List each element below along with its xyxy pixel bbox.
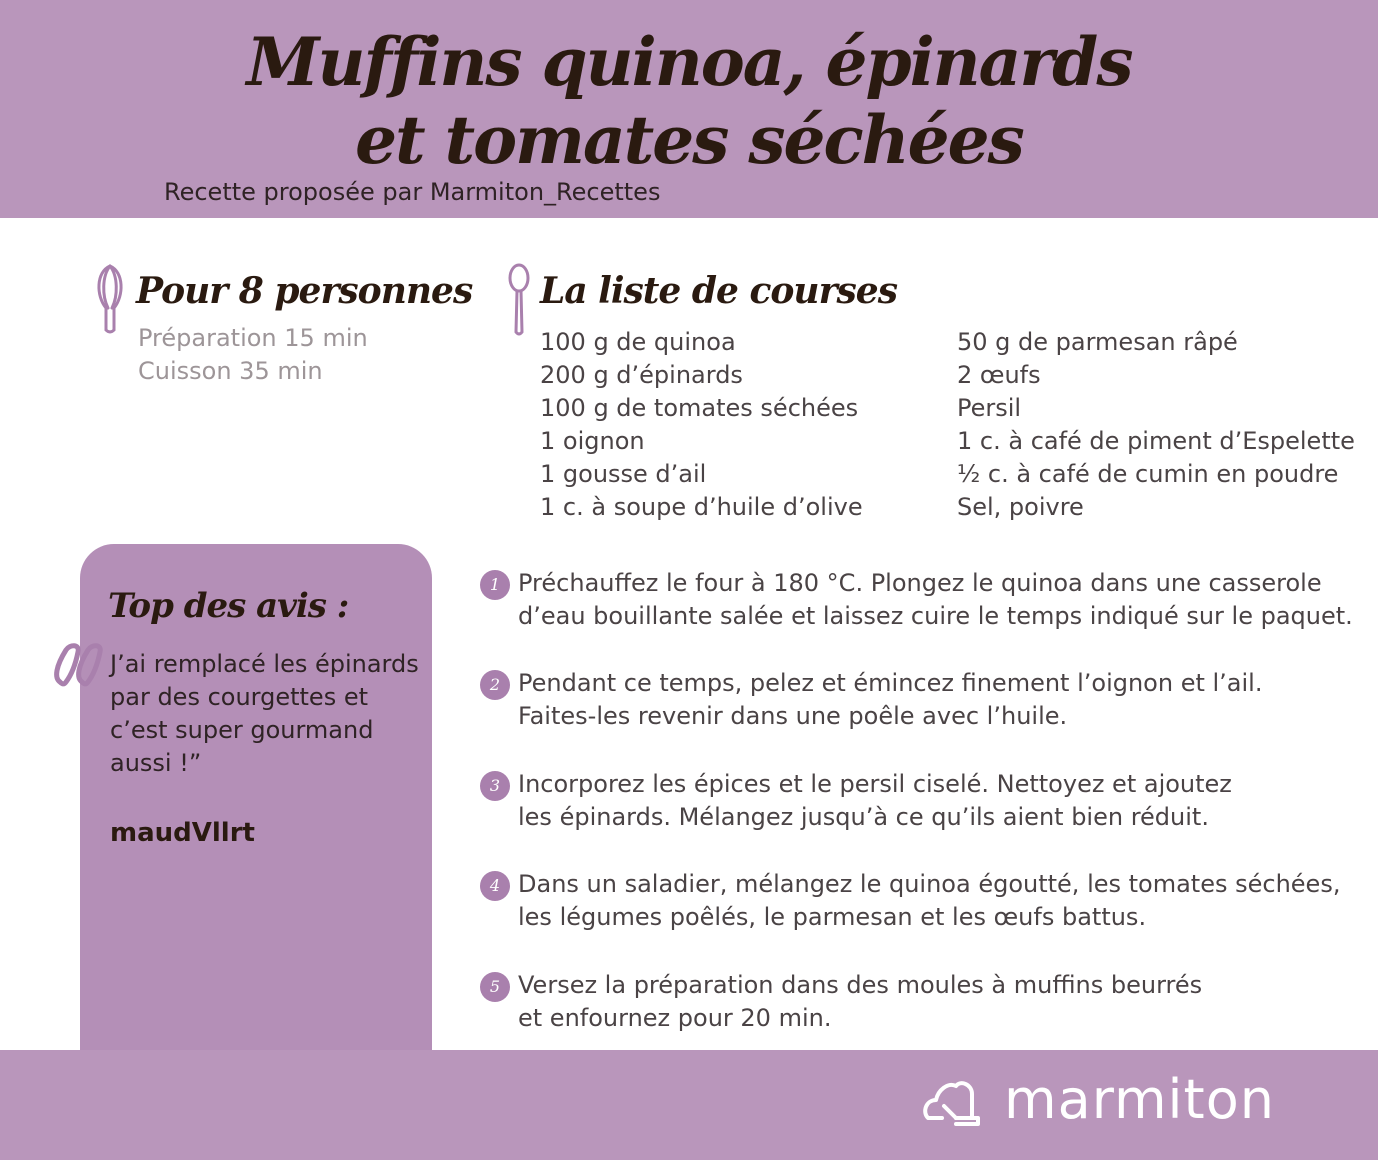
servings-heading: Pour 8 personnes [136,270,473,312]
recipe-title-line2: et tomates séchées [355,101,1023,179]
step-number-badge: 3 [480,771,510,801]
ingredient-item: 1 c. à soupe d’huile d’olive [540,493,863,521]
step-text: Incorporez les épices et le persil ciselé. Nettoyez et ajoutez les épinards. Mélangez jusqu’à ce qu’ils aient bien réduit. [518,770,1232,831]
review-author: maudVllrt [110,818,255,848]
step-text: Dans un saladier, mélangez le quinoa égoutté, les tomates séchées, les légumes poêlés, le parmesan et les œufs battus. [518,870,1341,931]
review-text: J’ai remplacé les épinards par des courgettes et c’est super gourmand aussi !” [110,650,419,777]
ingredients-column-1 [540,326,863,524]
ingredient-item: 100 g de quinoa [540,328,736,356]
step-number-badge: 4 [480,871,510,901]
spoon-icon [506,262,532,338]
step-text: Préchauffez le four à 180 °C. Plongez le quinoa dans une casserole d’eau bouillante salée et laissez cuire le temps indiqué sur le paquet. [518,569,1353,630]
step-text: Versez la préparation dans des moules à muffins beurrés et enfournez pour 20 min. [518,971,1203,1032]
ingredient-item: Sel, poivre [957,493,1084,521]
marmiton-logo-text: marmiton [1004,1068,1275,1131]
ingredient-item: 2 œufs [957,361,1041,389]
whisk-icon [92,262,128,336]
chef-hat-icon [922,1076,986,1130]
step-number-badge: 2 [480,670,510,700]
quote-icon [52,638,112,690]
recipe-byline: Recette proposée par Marmiton_Recettes [164,178,661,206]
ingredient-item: 1 gousse d’ail [540,460,707,488]
cook-time: Cuisson 35 min [138,357,323,385]
recipe-title-line1: Muffins quinoa, épinards [246,23,1132,101]
step-text: Pendant ce temps, pelez et émincez finement l’oignon et l’ail. Faites-les revenir dans une poêle avec l’huile. [518,669,1263,730]
step-number-badge: 1 [480,570,510,600]
ingredient-item: Persil [957,394,1022,422]
ingredient-item: ½ c. à café de cumin en poudre [957,460,1339,488]
ingredient-item: 100 g de tomates séchées [540,394,859,422]
shopping-heading: La liste de courses [540,270,897,312]
step-number-badge: 5 [480,972,510,1002]
ingredient-item: 1 c. à café de piment d’Espelette [957,427,1355,455]
ingredients-column-2 [957,326,1355,524]
review-heading: Top des avis : [108,586,349,626]
ingredient-item: 1 oignon [540,427,645,455]
ingredient-item: 50 g de parmesan râpé [957,328,1238,356]
ingredient-item: 200 g d’épinards [540,361,743,389]
prep-time: Préparation 15 min [138,324,368,352]
